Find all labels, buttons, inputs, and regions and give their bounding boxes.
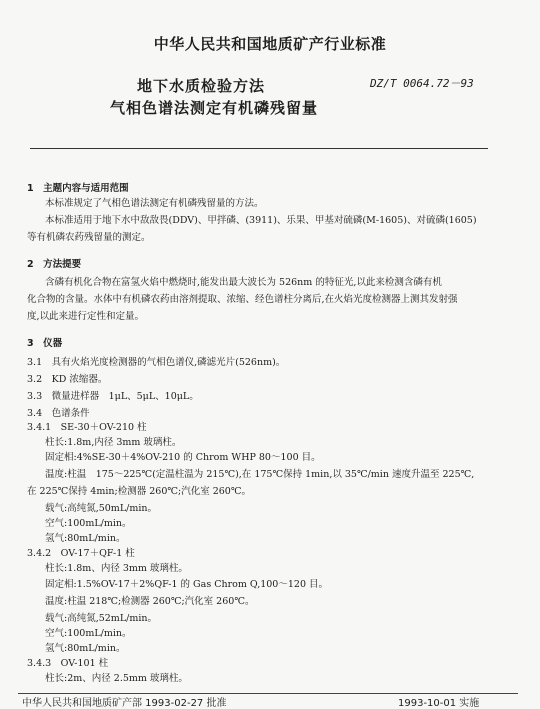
item-3-3: 3.3 微量进样器 1μL、5μL、10μL。 — [27, 391, 199, 402]
c2-stationary-phase: 固定相:1.5%OV-17＋2%QF-1 的 Gas Chrom Q,100～120 目。 — [45, 579, 329, 590]
section-2-line3: 度,以此来进行定性和定量。 — [27, 311, 145, 322]
item-3-2: 3.2 KD 浓缩器。 — [27, 374, 108, 385]
document-title-line1: 地下水质检验方法 — [137, 77, 266, 95]
section-1-paragraph-1: 本标准规定了气相色谱法测定有机磷残留量的方法。 — [45, 198, 264, 209]
section-2-line2: 化合物的含量。水体中有机磷农药由溶剂提取、浓缩、经色谱柱分离后,在火焰光度检测器上测其发射强 — [27, 294, 458, 305]
c2-hydrogen: 氢气:80mL/min。 — [45, 643, 126, 654]
c2-carrier-gas: 载气:高纯氮,52mL/min。 — [45, 613, 157, 624]
c1-hydrogen: 氢气:80mL/min。 — [45, 533, 126, 544]
standard-category-header: 中华人民共和国地质矿产行业标准 — [153, 35, 387, 53]
item-3-4-1-title: 3.4.1 SE-30＋OV-210 柱 — [27, 422, 147, 433]
header-divider — [30, 148, 488, 149]
c2-temperature: 温度:柱温 218℃;检测器 260℃;汽化室 260℃。 — [45, 596, 255, 607]
item-3-1: 3.1 具有火焰光度检测器的气相色谱仪,磷滤光片(526nm)。 — [27, 357, 286, 368]
section-1-paragraph-2-line2: 等有机磷农药残留量的测定。 — [27, 232, 151, 243]
document-title-line2: 气相色谱法测定有机磷残留量 — [110, 99, 319, 117]
item-3-4-2-title: 3.4.2 OV-17＋QF-1 柱 — [27, 548, 135, 559]
c1-temperature-line2: 在 225℃保持 4min;检测器 260℃;汽化室 260℃。 — [27, 486, 251, 497]
item-3-4-3-title: 3.4.3 OV-101 柱 — [27, 658, 109, 669]
section-3-heading: 3 仪器 — [27, 338, 63, 349]
footer-approval: 中华人民共和国地质矿产部 1993-02-27 批准 — [22, 698, 227, 709]
section-2-heading: 2 方法提要 — [27, 259, 82, 270]
section-1-paragraph-2-line1: 本标准适用于地下水中敌敌畏(DDV)、甲拌磷、(3911)、乐果、甲基对硫磷(M-1605)、对硫磷(1605) — [45, 215, 477, 226]
c1-stationary-phase: 固定相:4%SE-30＋4%OV-210 的 Chrom WHP 80～100 目。 — [45, 452, 321, 463]
c2-air: 空气:100mL/min。 — [45, 628, 132, 639]
c2-column-length: 柱长:1.8m、内径 3mm 玻璃柱。 — [45, 563, 188, 574]
section-1-heading: 1 主题内容与适用范围 — [27, 183, 129, 194]
footer-effective-date: 1993-10-01 实施 — [398, 698, 480, 709]
c1-air: 空气:100mL/min。 — [45, 518, 132, 529]
c3-column-length: 柱长:2m、内径 2.5mm 玻璃柱。 — [45, 673, 188, 684]
c1-carrier-gas: 载气:高纯氮,50mL/min。 — [45, 503, 157, 514]
section-2-line1: 含磷有机化合物在富氢火焰中燃烧时,能发出最大波长为 526nm 的特征光,以此来检测含磷有机 — [45, 277, 442, 288]
c1-temperature-line1: 温度:柱温 175～225℃(定温柱温为 215℃),在 175℃保持 1min,以 35℃/min 速度升温至 225℃, — [45, 469, 475, 480]
item-3-4: 3.4 色谱条件 — [27, 408, 90, 419]
standard-number: DZ/T 0064.72－93 — [370, 77, 474, 90]
c1-column-length: 柱长:1.8m,内径 3mm 玻璃柱。 — [45, 437, 182, 448]
